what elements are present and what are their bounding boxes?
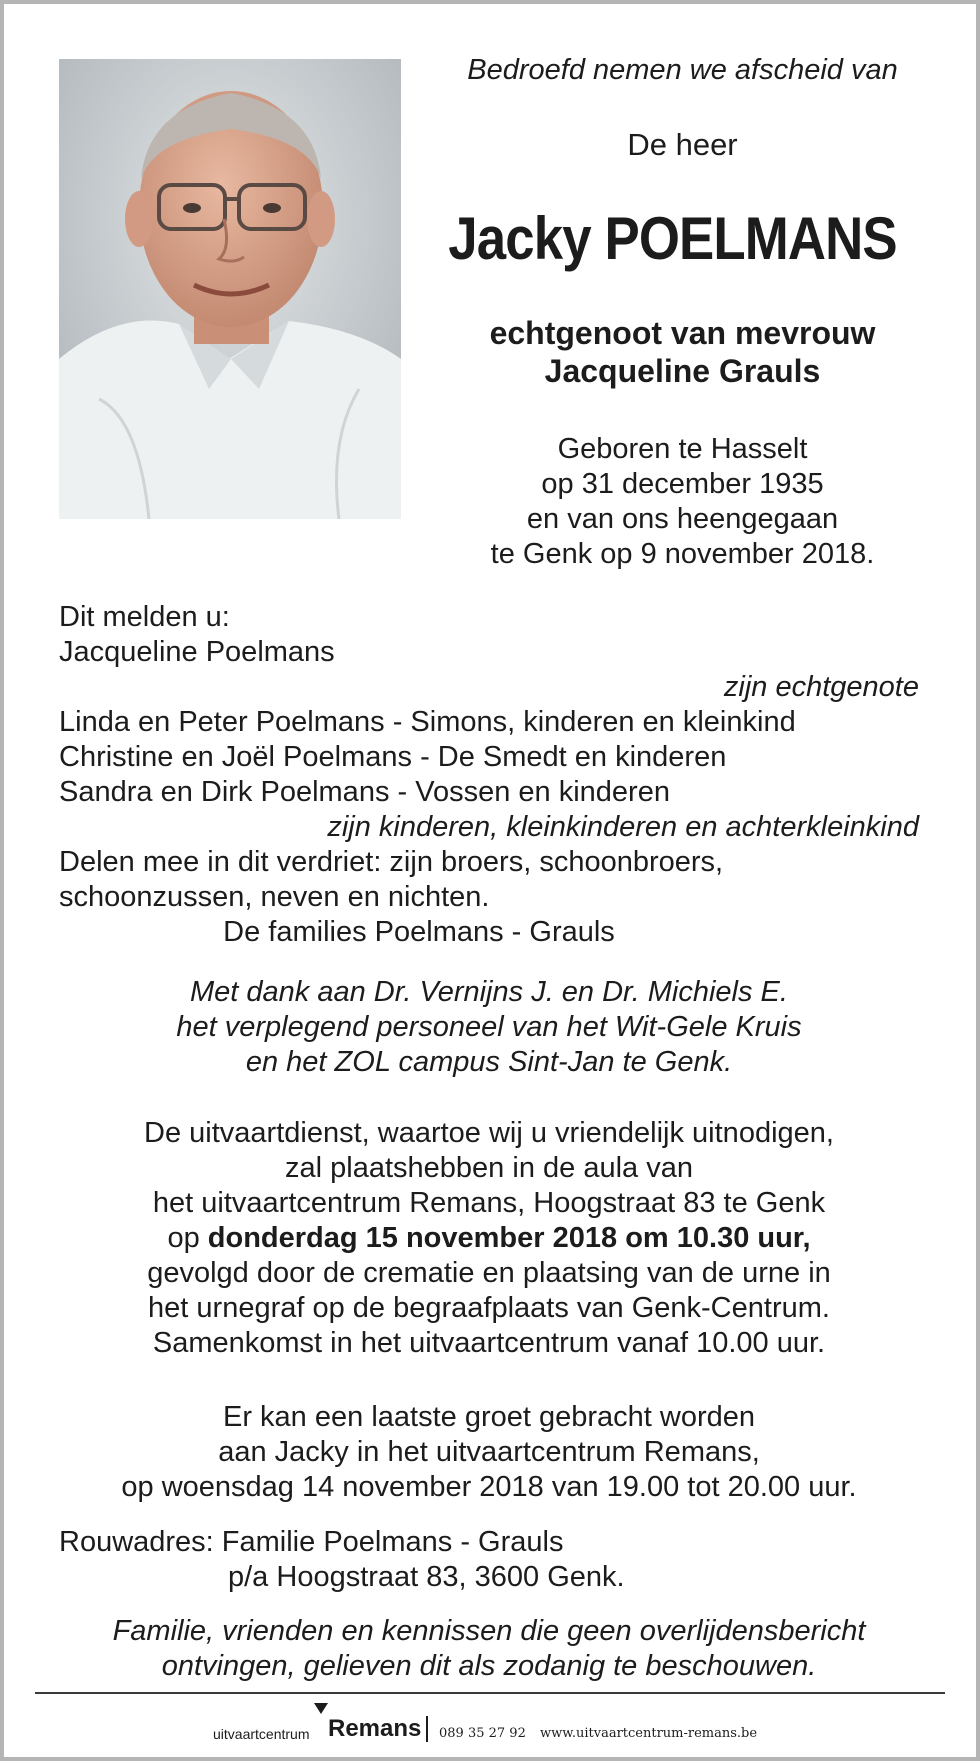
honorific: De heer xyxy=(627,127,738,162)
closing-line: ontvingen, gelieven dit als zodanig te beschouwen. xyxy=(161,1650,817,1682)
spouse-role: zijn echtgenote xyxy=(723,671,919,703)
death-date: te Genk op 9 november 2018. xyxy=(490,538,875,570)
mourning-address xyxy=(59,1525,919,1595)
footer-divider xyxy=(35,1692,945,1694)
thanks-line: en het ZOL campus Sint-Jan te Genk. xyxy=(245,1046,733,1078)
notice-heading: Dit melden u: xyxy=(59,601,230,633)
service-line: Samenkomst in het uitvaartcentrum vanaf 10.00 uur. xyxy=(152,1327,826,1359)
relatives-line: Delen mee in dit verdriet: zijn broers, schoonbroers, xyxy=(59,846,724,878)
child-line: Christine en Joël Poelmans - De Smedt en kinderen xyxy=(59,741,727,773)
child-line: Linda en Peter Poelmans - Simons, kinderen en kleinkind xyxy=(59,706,796,738)
families-line: De families Poelmans - Grauls xyxy=(223,916,615,948)
family-notice xyxy=(59,600,919,950)
service-date-prefix: op xyxy=(167,1222,208,1254)
thanks-line: het verplegend personeel van het Wit-Gele Kruis xyxy=(176,1011,802,1043)
service-line: De uitvaartdienst, waartoe wij u vriendelijk uitnodigen, xyxy=(144,1117,834,1149)
child-line: Sandra en Dirk Poelmans - Vossen en kinderen xyxy=(59,776,670,808)
portrait-illustration xyxy=(59,59,401,519)
service-date: donderdag 15 november 2018 om 10.30 uur, xyxy=(207,1222,811,1254)
visit-line: aan Jacky in het uitvaartcentrum Remans, xyxy=(218,1436,760,1468)
service-line: zal plaatshebben in de aula van xyxy=(285,1152,693,1184)
service-block xyxy=(59,1116,919,1361)
service-line: het urnegraf op de begraafplaats van Genk-Centrum. xyxy=(148,1292,830,1324)
birth-line: Geboren te Hasselt xyxy=(557,433,808,465)
thanks-block xyxy=(59,975,919,1080)
visitation-block xyxy=(59,1400,919,1505)
visit-line: Er kan een laatste groet gebracht worden xyxy=(223,1401,755,1433)
brand-prefix: uitvaartcentrum xyxy=(213,1726,310,1742)
service-line: gevolgd door de crematie en plaatsing van de urne in xyxy=(147,1257,831,1289)
birth-death-block xyxy=(420,432,945,572)
mourning-street: p/a Hoogstraat 83, 3600 Genk. xyxy=(228,1561,625,1593)
children-role: zijn kinderen, kleinkinderen en achterkleinkind xyxy=(327,811,919,843)
intro-text: Bedroefd nemen we afscheid van xyxy=(467,54,898,86)
footer-phone: 089 35 27 92 xyxy=(439,1726,526,1741)
footer-separator xyxy=(426,1716,428,1742)
logo-triangle-icon xyxy=(314,1703,328,1714)
service-date-line xyxy=(59,1221,919,1256)
spouse-mention: Jacqueline Poelmans xyxy=(59,636,335,668)
closing-line: Familie, vrienden en kennissen die geen overlijdensbericht xyxy=(112,1615,866,1647)
relatives-line: schoonzussen, neven en nichten. xyxy=(59,881,490,913)
visit-line: op woensdag 14 november 2018 van 19.00 tot 20.00 uur. xyxy=(121,1471,857,1503)
footer xyxy=(0,1698,980,1748)
mourning-line: Rouwadres: Familie Poelmans - Grauls xyxy=(59,1526,564,1558)
brand-name: Remans xyxy=(328,1715,422,1742)
portrait-photo xyxy=(59,59,401,519)
spouse-line: echtgenoot van mevrouw xyxy=(489,315,876,351)
service-line: het uitvaartcentrum Remans, Hoogstraat 83 te Genk xyxy=(152,1187,826,1219)
footer-website: www.uitvaartcentrum-remans.be xyxy=(540,1726,758,1741)
birth-date: op 31 december 1935 xyxy=(541,468,824,500)
thanks-line: Met dank aan Dr. Vernijns J. en Dr. Michiels E. xyxy=(190,976,788,1008)
deceased-name: Jacky POELMANS xyxy=(448,205,897,272)
spouse-name: Jacqueline Grauls xyxy=(544,353,821,389)
closing-note xyxy=(59,1614,919,1684)
death-line: en van ons heengegaan xyxy=(526,503,839,535)
spouse-block xyxy=(420,314,945,390)
